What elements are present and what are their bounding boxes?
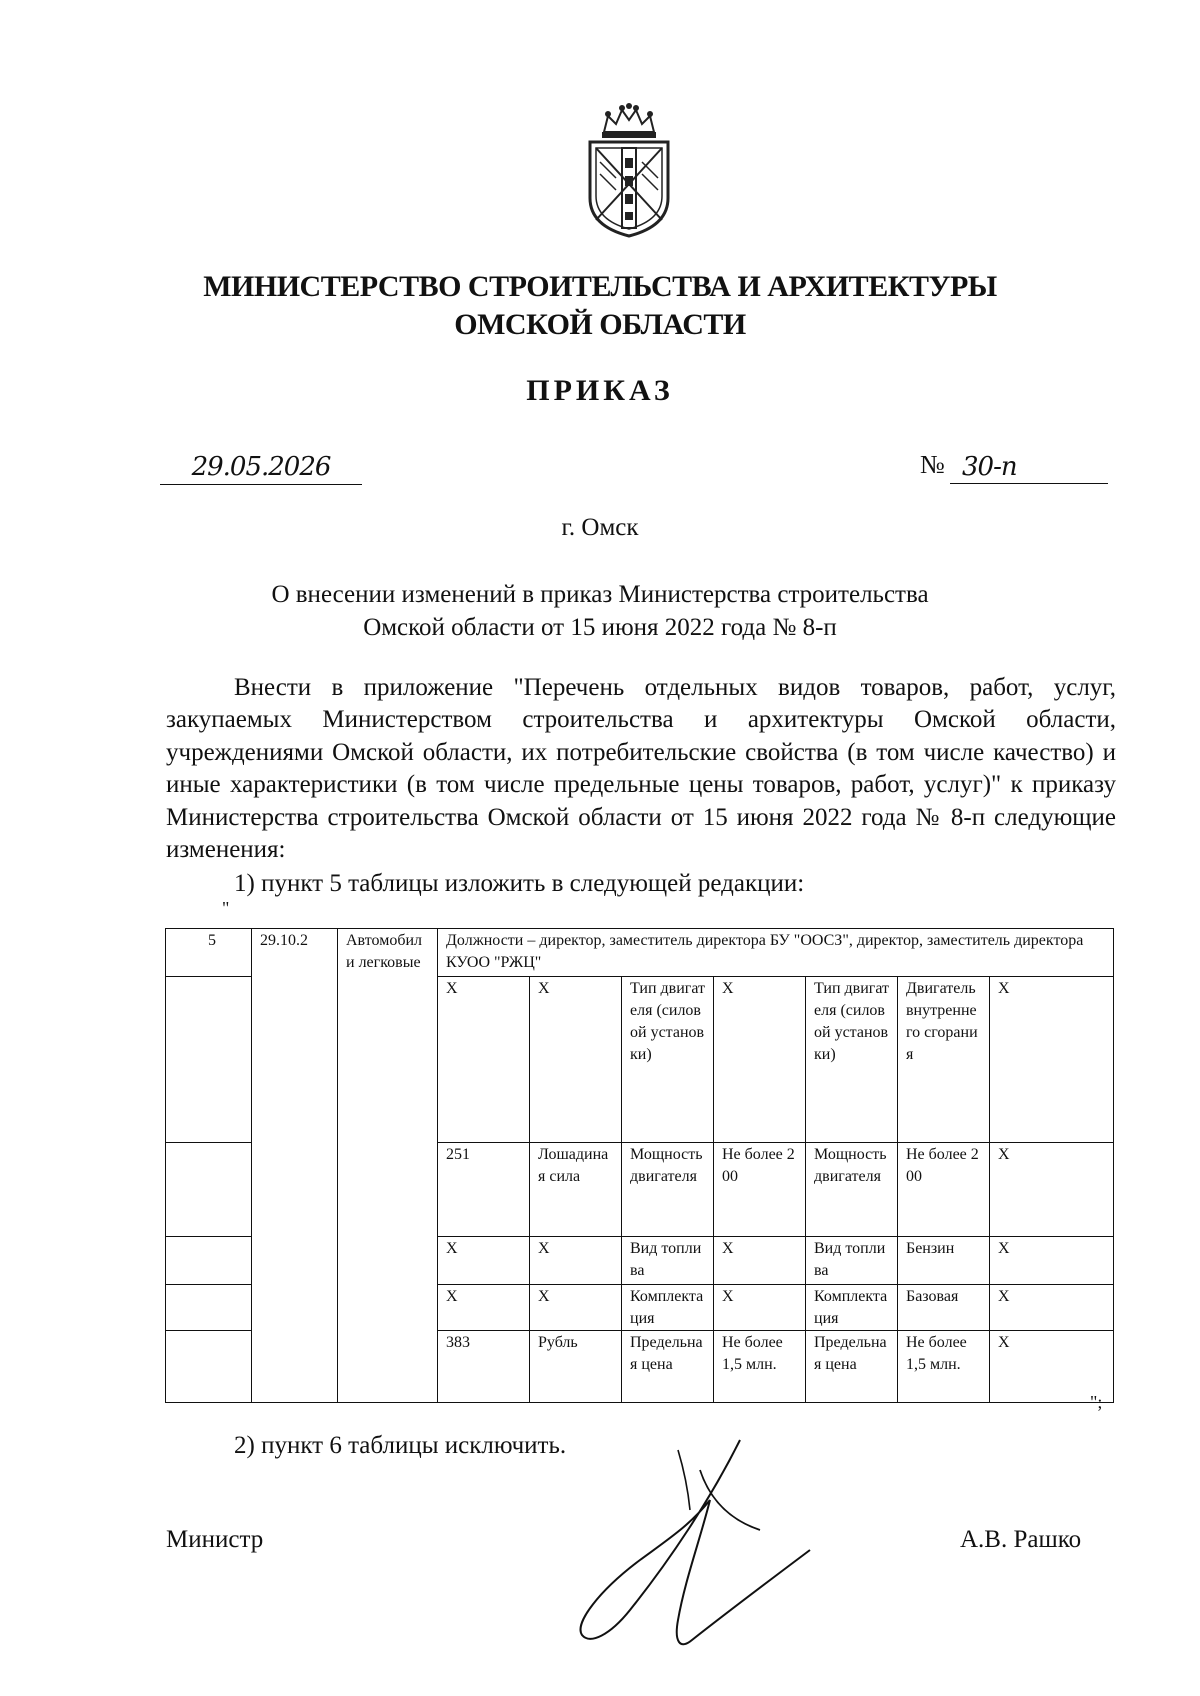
table-cell: Не более 200 (714, 1143, 806, 1237)
table-cell: X (530, 1237, 622, 1285)
table-cell: Базовая (898, 1285, 990, 1331)
table-cell: Не более 200 (898, 1143, 990, 1237)
table-cell: X (438, 1285, 530, 1331)
city: г. Омск (561, 514, 639, 541)
table-cell: Мощность двигателя (622, 1143, 714, 1237)
name-cell: Автомобили легковые (338, 929, 438, 1403)
positions-cell: Должности – директор, заместитель директора БУ "ООСЗ", директор, заместитель директора КУОО "РЖЦ" (438, 929, 1114, 977)
empty-cell (166, 1331, 252, 1403)
ministry-name (0, 268, 1200, 344)
empty-cell (166, 1237, 252, 1285)
ministry-name-line2: ОМСКОЙ ОБЛАСТИ (454, 308, 746, 341)
quote-open: " (222, 898, 230, 918)
table-cell: X (530, 1285, 622, 1331)
row-number-cell: 5 (166, 929, 252, 977)
table-cell: Тип двигателя (силовой установки) (806, 977, 898, 1143)
table-cell: Тип двигателя (силовой установки) (622, 977, 714, 1143)
empty-cell (166, 1143, 252, 1237)
table-row (166, 929, 1114, 977)
empty-cell (166, 1285, 252, 1331)
signer-title: Министр (166, 1526, 264, 1553)
table-cell: Комплектация (806, 1285, 898, 1331)
table-cell: X (990, 977, 1114, 1143)
table-cell: X (990, 1143, 1114, 1237)
handwritten-signature-icon (560, 1430, 830, 1660)
order-number: 30-п (950, 452, 1108, 484)
table-cell: X (438, 1237, 530, 1285)
table-cell: Двигатель внутреннего сгорания (898, 977, 990, 1143)
table-cell: Вид топлива (622, 1237, 714, 1285)
table-cell: 383 (438, 1331, 530, 1403)
table-cell: Вид топлива (806, 1237, 898, 1285)
order-subject (0, 578, 1200, 644)
quote-close: "; (1090, 1392, 1103, 1412)
table-cell: Бензин (898, 1237, 990, 1285)
subject-line2: Омской области от 15 июня 2022 года № 8-п (363, 614, 837, 641)
table-cell: Комплектация (622, 1285, 714, 1331)
code-cell: 29.10.2 (252, 929, 338, 1403)
table-cell: X (530, 977, 622, 1143)
item-1: 1) пункт 5 таблицы изложить в следующей редакции: (234, 870, 805, 897)
body-paragraph: Внести в приложение "Перечень отдельных видов товаров, работ, услуг, закупаемых Министерством строительства и архитектуры Омской области, учреждениями Омской области, их потребительские свойства (в том числе качество) и иные характеристики (в том числе предельные цены товаров, работ, услуг)" к приказу Министерства строительства Омской области от 15 июня 2022 года № 8-п следующие изменения: (166, 674, 1116, 864)
document-type: ПРИКАЗ (526, 374, 674, 407)
item-2: 2) пункт 6 таблицы исключить. (234, 1432, 567, 1459)
table-cell: 251 (438, 1143, 530, 1237)
table-cell: Предельная цена (622, 1331, 714, 1403)
table-cell: Мощность двигателя (806, 1143, 898, 1237)
table-cell: Рубль (530, 1331, 622, 1403)
table-cell: X (714, 1237, 806, 1285)
table-cell: Не более 1,5 млн. (714, 1331, 806, 1403)
table-cell: X (438, 977, 530, 1143)
table-cell: X (990, 1237, 1114, 1285)
order-date: 29.05.2026 (160, 452, 362, 485)
table-cell: X (990, 1331, 1114, 1403)
table-cell: Лошадиная сила (530, 1143, 622, 1237)
table-cell: Предельная цена (806, 1331, 898, 1403)
ministry-name-line1: МИНИСТЕРСТВО СТРОИТЕЛЬСТВА И АРХИТЕКТУРЫ (203, 270, 997, 303)
order-number-label: № (920, 450, 945, 479)
table-cell: X (990, 1285, 1114, 1331)
coat-of-arms-icon (582, 102, 676, 238)
subject-line1: О внесении изменений в приказ Министерства строительства (271, 581, 929, 608)
table-cell: Не более 1,5 млн. (898, 1331, 990, 1403)
spec-table (165, 928, 1114, 1403)
table-cell: X (714, 1285, 806, 1331)
empty-cell (166, 977, 252, 1143)
table-cell: X (714, 977, 806, 1143)
signer-name: А.В. Рашко (960, 1526, 1082, 1553)
